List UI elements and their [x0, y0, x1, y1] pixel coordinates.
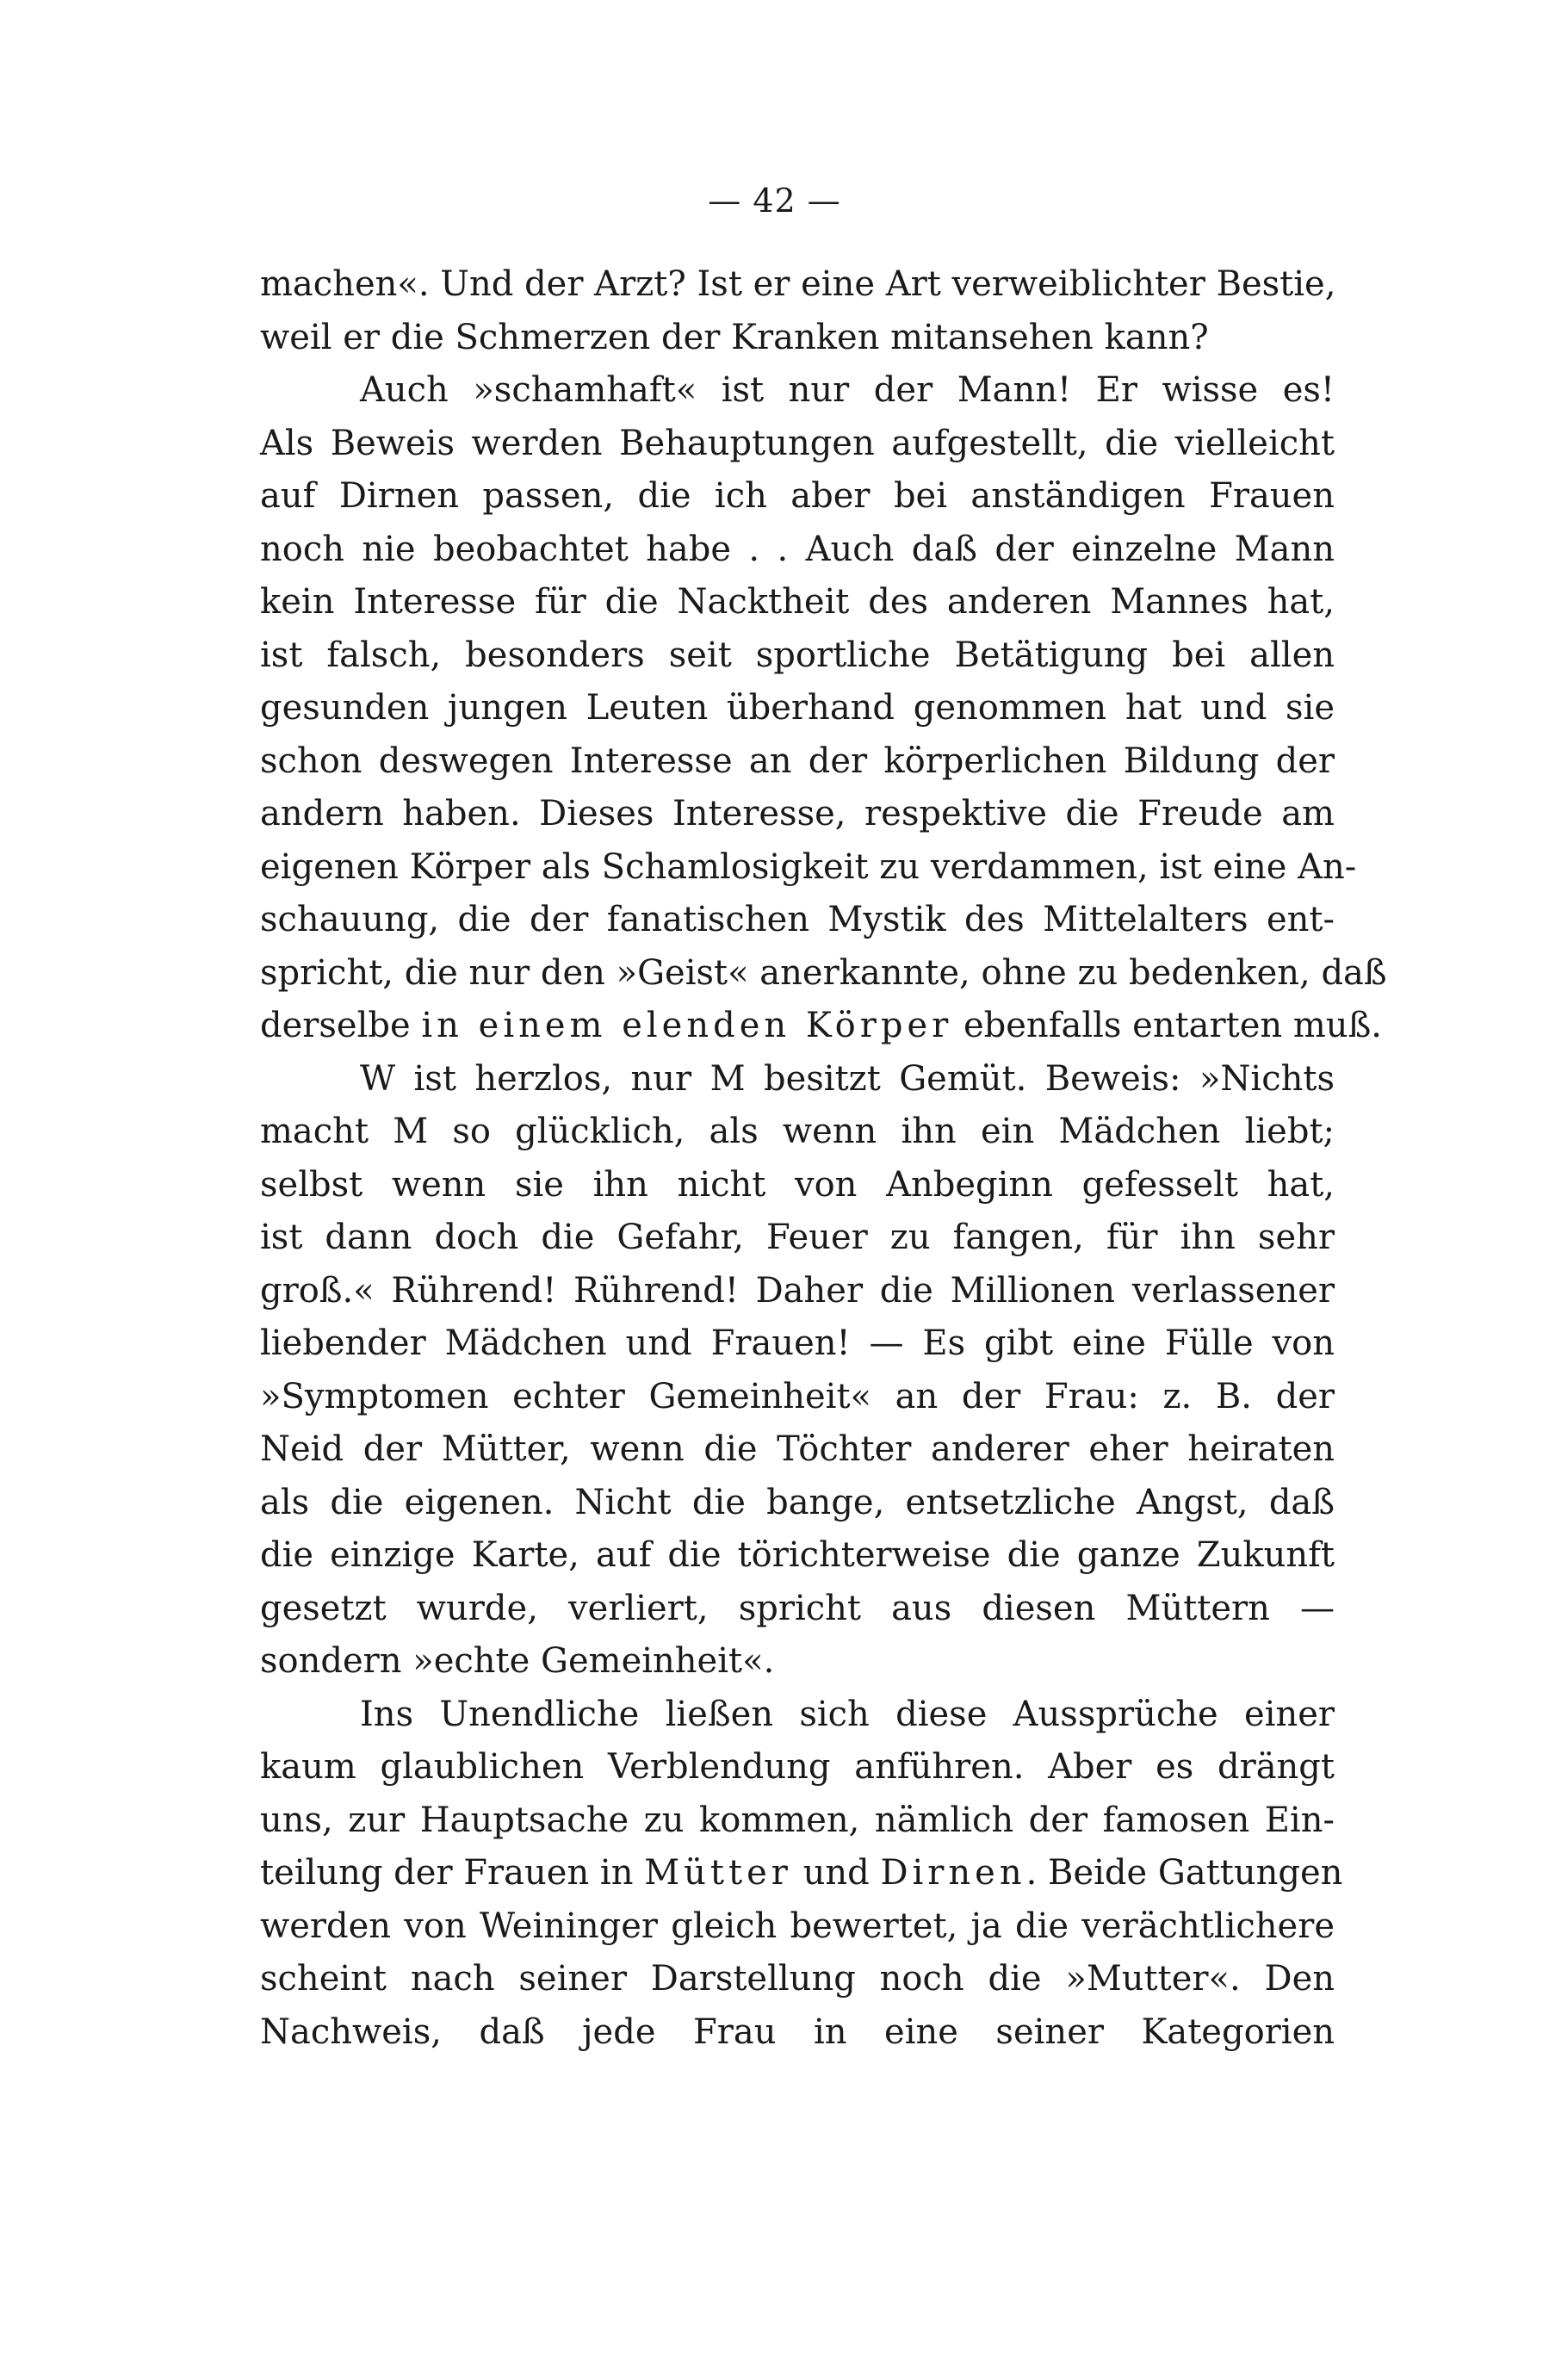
text-line-spaced: [260, 1000, 1382, 1053]
emphasis-spaced: Dirnen: [880, 1853, 1026, 1893]
page-number: — 42 —: [708, 182, 841, 220]
text-line: ist falsch, besonders seit sportliche Betätigung bei allen: [260, 635, 1335, 675]
emphasis-spaced: Mütter: [644, 1853, 792, 1893]
text-line: kaum glaublichen Verblendung anführen. Aber es drängt: [260, 1747, 1335, 1787]
text-line: uns, zur Hauptsache zu kommen, nämlich der famosen Ein-: [260, 1800, 1335, 1840]
text-line: weil er die Schmerzen der Kranken mitansehen kann?: [260, 317, 1209, 357]
text-line: gesetzt wurde, verliert, spricht aus diesen Müttern —: [260, 1588, 1335, 1628]
text-fragment: . Beide Gattungen: [1025, 1853, 1343, 1893]
text-line: groß.« Rührend! Rührend! Daher die Millionen verlassener: [260, 1270, 1335, 1311]
text-line: Neid der Mütter, wenn die Töchter anderer eher heiraten: [260, 1429, 1335, 1469]
text-line: selbst wenn sie ihn nicht von Anbeginn gefesselt hat,: [260, 1164, 1335, 1205]
text-line: noch nie beobachtet habe . . Auch daß der einzelne Mann: [260, 529, 1335, 569]
text-line: macht M so glücklich, als wenn ihn ein Mädchen liebt;: [260, 1112, 1335, 1151]
text-line: kein Interesse für die Nacktheit des anderen Mannes hat,: [260, 582, 1335, 622]
text-line: gesunden jungen Leuten überhand genommen hat und sie: [260, 688, 1335, 728]
text-line: sondern »echte Gemeinheit«.: [260, 1641, 775, 1681]
text-line: andern haben. Dieses Interesse, respektive die Freude am: [260, 794, 1335, 834]
text-line: Ins Unendliche ließen sich diese Aussprüche einer: [360, 1694, 1335, 1734]
text-line: Als Beweis werden Behauptungen aufgestellt, die vielleicht: [260, 423, 1335, 463]
text-line: Auch »schamhaft« ist nur der Mann! Er wisse es!: [360, 370, 1335, 410]
text-line: »Symptomen echter Gemeinheit« an der Frau: z. B. der: [260, 1376, 1335, 1416]
text-line: machen«. Und der Arzt? Ist er eine Art verweiblichter Bestie,: [260, 264, 1336, 304]
text-line: W ist herzlos, nur M besitzt Gemüt. Beweis: »Nichts: [360, 1058, 1335, 1099]
text-line: liebender Mädchen und Frauen! — Es gibt eine Fülle von: [260, 1323, 1335, 1363]
text-line: Nachweis, daß jede Frau in eine seiner Kategorien: [260, 2011, 1335, 2052]
text-line: spricht, die nur den »Geist« anerkannte, ohne zu bedenken, daß: [260, 952, 1387, 993]
text-line: auf Dirnen passen, die ich aber bei anständigen Frauen: [260, 476, 1335, 516]
text-line: die einzige Karte, auf die törichterweise die ganze Zukunft: [260, 1535, 1335, 1575]
text-line: als die eigenen. Nicht die bange, entsetzliche Angst, daß: [260, 1482, 1335, 1522]
text-line: schauung, die der fanatischen Mystik des Mittelalters ent-: [260, 900, 1335, 939]
text-line: werden von Weininger gleich bewertet, ja die verächtlichere: [260, 1906, 1335, 1946]
text-fragment: derselbe: [260, 1006, 422, 1045]
text-fragment: und: [791, 1853, 881, 1893]
text-line-spaced: [260, 1847, 1343, 1900]
emphasis-spaced: in einem elenden Körper: [421, 1006, 953, 1045]
text-line: ist dann doch die Gefahr, Feuer zu fangen, für ihn sehr: [260, 1218, 1335, 1257]
text-fragment: ebenfalls entarten muß.: [952, 1006, 1382, 1045]
text-line: eigenen Körper als Schamlosigkeit zu verdammen, ist eine An-: [260, 846, 1357, 887]
text-fragment: teilung der Frauen in: [260, 1853, 645, 1893]
body-text: [260, 258, 1387, 2059]
text-line: scheint nach seiner Darstellung noch die »Mutter«. Den: [260, 1959, 1335, 1999]
text-line: schon deswegen Interesse an der körperlichen Bildung der: [260, 741, 1335, 781]
